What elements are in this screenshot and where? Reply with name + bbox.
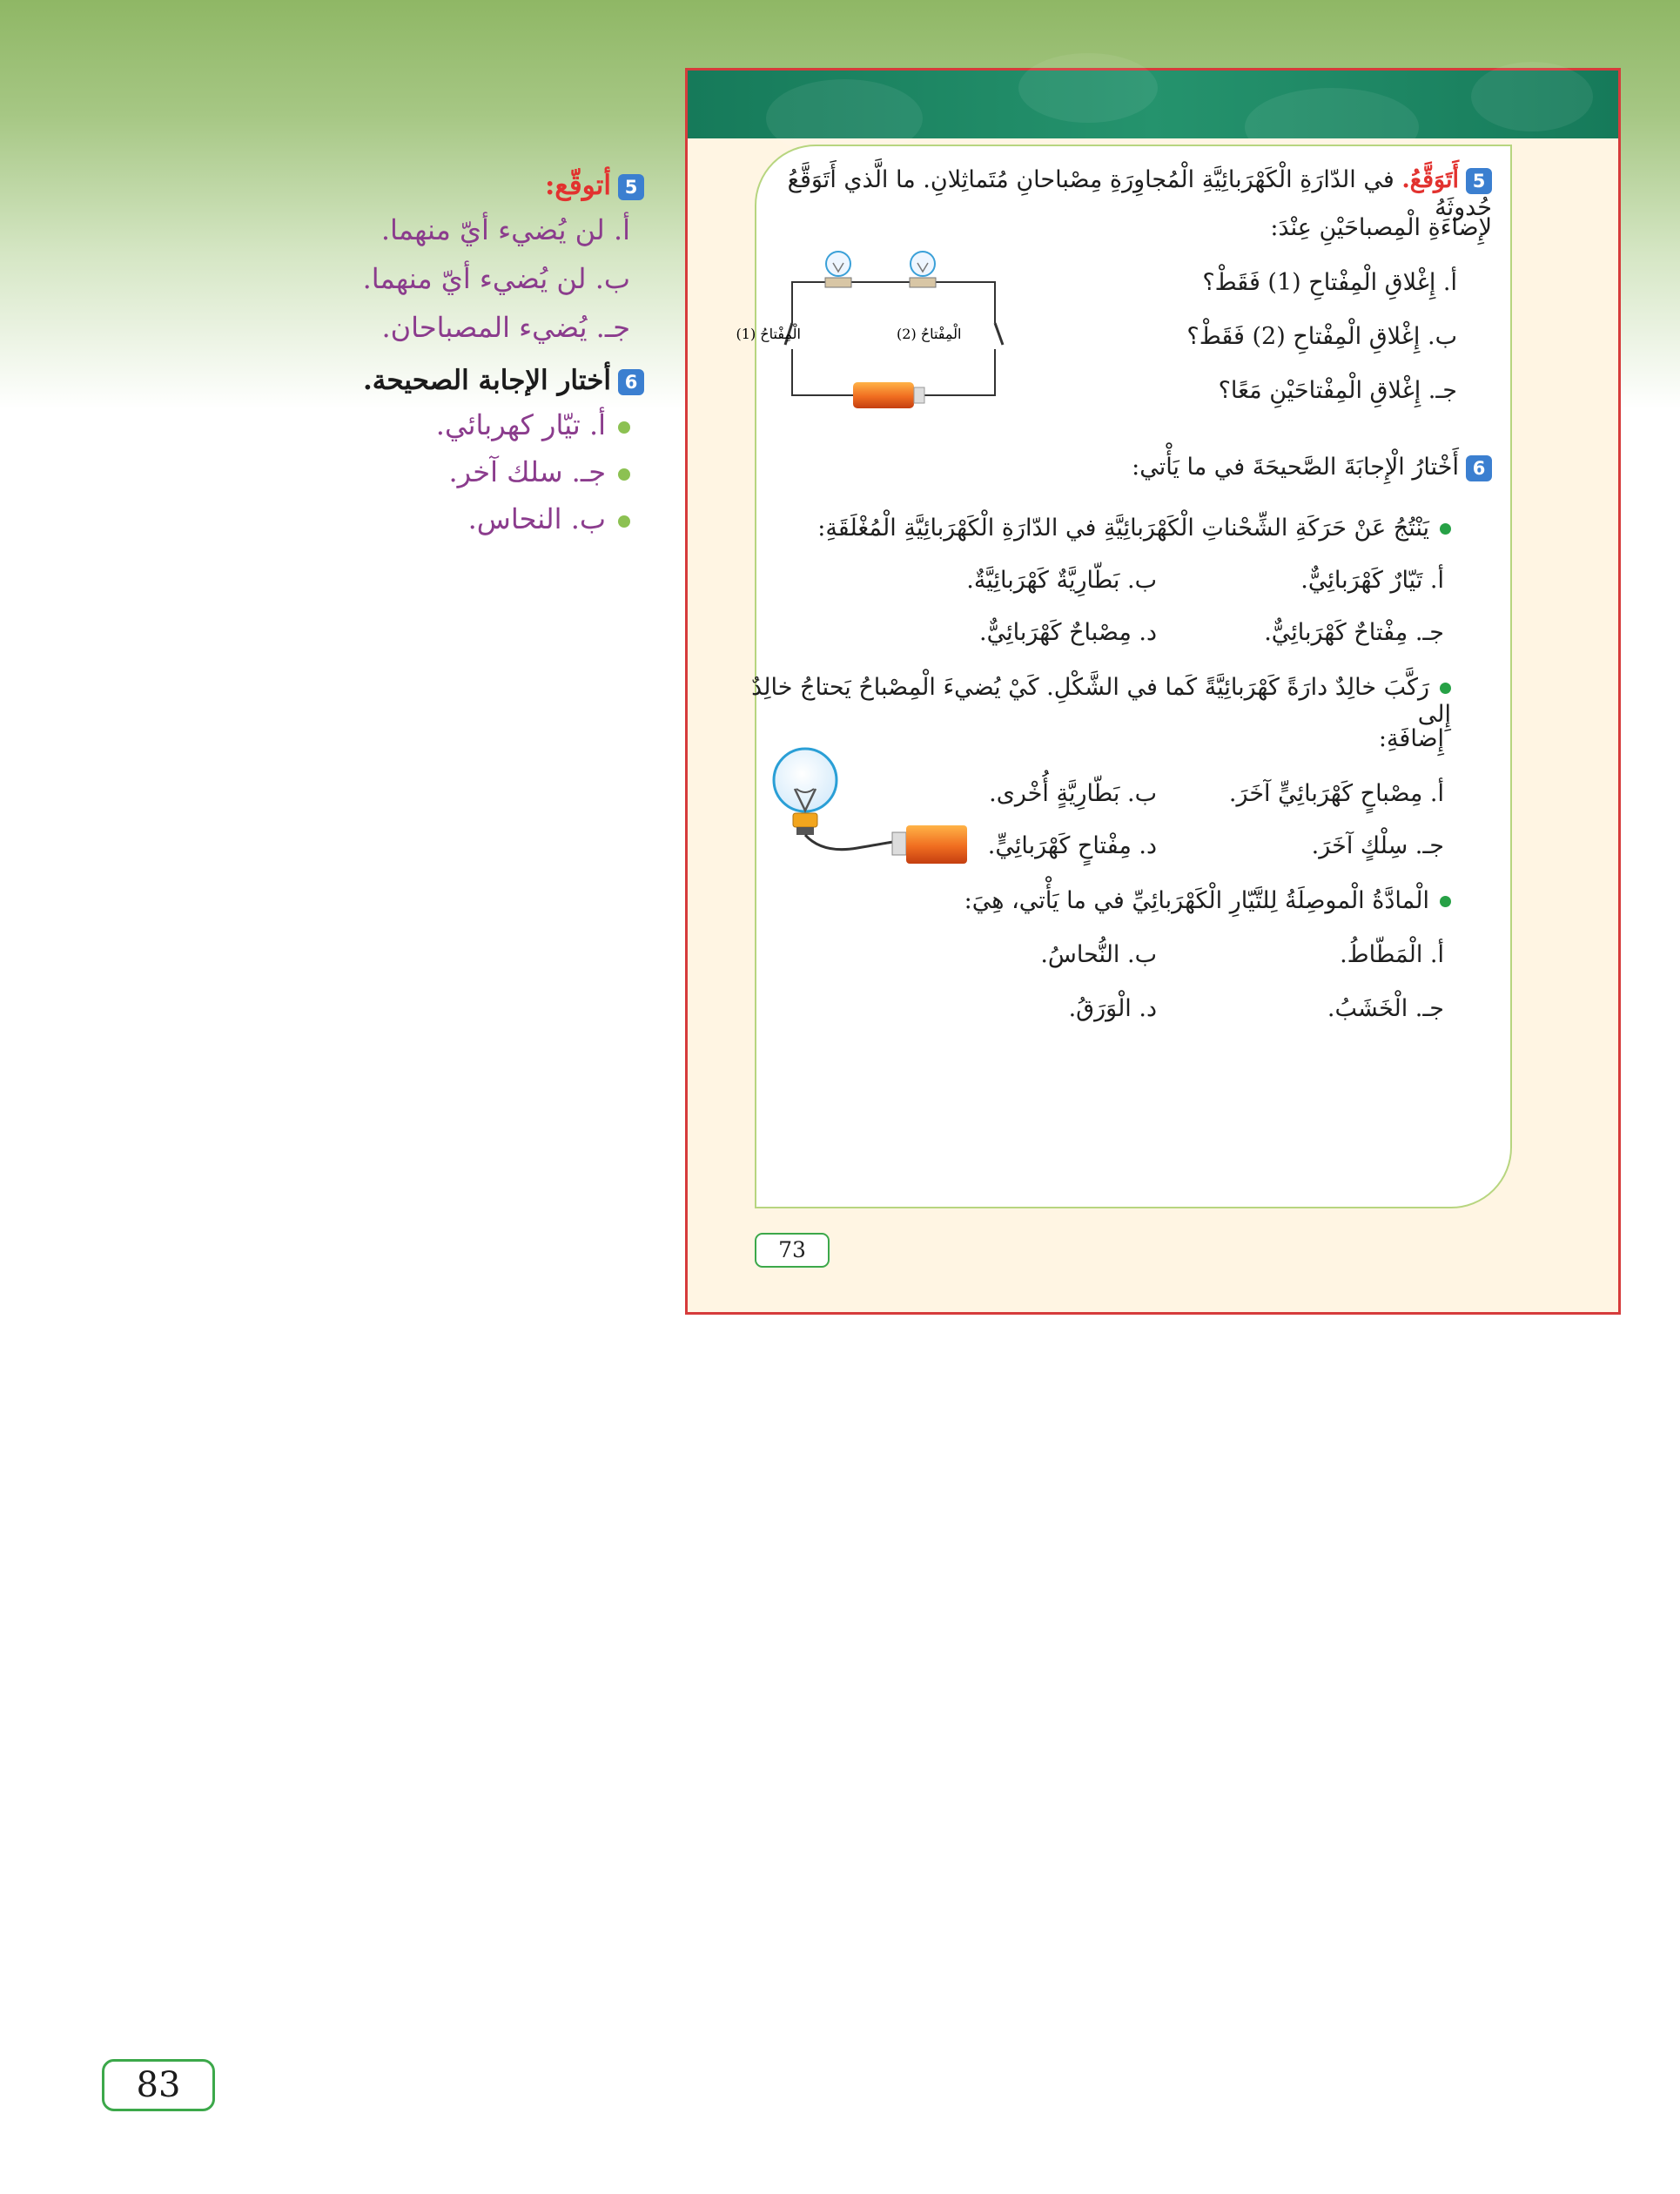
answer-q5-title: أتوقّع: bbox=[544, 170, 611, 201]
bullet-icon bbox=[618, 515, 630, 528]
q5-option-a: أ. إِغْلاقِ الْمِفْتاحِ (1) فَقَطْ؟ bbox=[1202, 269, 1457, 296]
q5-option-b: ب. إِغْلاقِ الْمِفْتاحِ (2) فَقَطْ؟ bbox=[1186, 323, 1457, 350]
switch-2-label: الْمِفْتاحُ (2) bbox=[897, 326, 962, 342]
bulb-battery-figure bbox=[770, 745, 979, 876]
answer-q6-line-2: جـ. سلك آخر. bbox=[331, 455, 644, 488]
bullet-icon bbox=[1440, 523, 1451, 535]
q5-line-1 bbox=[743, 166, 1492, 221]
circuit-diagram bbox=[736, 249, 1027, 419]
q6-title: أَخْتارُ الْإِجابَةَ الصَّحيحَةَ في ما يَأْتي: bbox=[1132, 454, 1459, 481]
question-number-badge: 5 bbox=[1466, 168, 1492, 194]
bullet-icon bbox=[618, 468, 630, 481]
page-number: 83 bbox=[102, 2059, 215, 2111]
answer-q6-line-3: ب. النحاس. bbox=[331, 502, 644, 535]
q6-heading bbox=[743, 454, 1492, 481]
q6-item-3-option-c: جـ. الْخَشَبُ. bbox=[1327, 995, 1444, 1022]
q6-item-1-option-c: جـ. مِفْتاحٌ كَهْرَبائِيٌّ. bbox=[1264, 619, 1444, 646]
q6-item-2-option-a: أ. مِصْباحٍ كَهْرَبائِيٍّ آخَرَ. bbox=[1228, 780, 1444, 807]
question-number-badge: 6 bbox=[1466, 455, 1492, 481]
q6-item-3-option-a: أ. الْمَطّاطُ. bbox=[1340, 941, 1444, 968]
bullet-icon bbox=[1440, 896, 1451, 907]
q6-item-1: يَنْتُجُ عَنْ حَرَكَةِ الشِّحْناتِ الْكَهْرَبائِيَّةِ في الدّارَةِ الْكَهْرَبائِيَّةِ الْمُغْلَقَةِ: bbox=[755, 515, 1451, 542]
answer-q5-heading bbox=[331, 170, 644, 201]
textbook-page bbox=[685, 68, 1621, 1315]
battery-icon bbox=[853, 382, 914, 408]
bullet-icon bbox=[618, 421, 630, 434]
q6-item-2-option-b: ب. بَطّارِيَّةٍ أُخْرى. bbox=[989, 780, 1157, 807]
q6-item-1-option-d: د. مِصْباحٌ كَهْرَبائِيٌّ. bbox=[979, 619, 1157, 646]
q5-keyword: أَتَوَقَّعُ. bbox=[1401, 166, 1459, 193]
answer-key bbox=[331, 170, 644, 549]
bulb-icon bbox=[774, 749, 837, 835]
question-number-badge: 6 bbox=[618, 369, 644, 395]
answer-q6-heading bbox=[331, 365, 644, 396]
q6-item-1-option-a: أ. تَيّارٌ كَهْرَبائِيٌّ. bbox=[1300, 567, 1444, 594]
bulb-icon bbox=[825, 252, 851, 287]
answer-q5-line-3: جـ. يُضيء المصباحان. bbox=[381, 311, 630, 344]
battery-icon bbox=[892, 825, 967, 864]
q6-item-2-line-2: إِضافَةِ: bbox=[1378, 725, 1444, 752]
q6-item-1-option-b: ب. بَطّارِيَّةٌ كَهْرَبائِيَّةٌ. bbox=[966, 567, 1157, 594]
q6-item-2-option-d: د. مِفْتاحٍ كَهْرَبائِيٍّ. bbox=[987, 832, 1157, 859]
q5-line-2: لإِضاءَةِ الْمِصباحَيْنِ عِنْدَ: bbox=[1270, 214, 1492, 241]
bulb-icon bbox=[910, 252, 936, 287]
answer-q6-title: أختار الإجابة الصحيحة. bbox=[362, 365, 611, 396]
q5-option-c: جـ. إِغْلاقِ الْمِفْتاحَيْنِ مَعًا؟ bbox=[1218, 377, 1457, 404]
wire bbox=[805, 835, 899, 850]
q6-item-3-option-d: د. الْوَرَقُ. bbox=[1068, 995, 1157, 1022]
q6-item-3: الْمادَّةُ الْموصِلَةُ لِلتَّيّارِ الْكَهْرَبائِيِّ في ما يَأْتي، هِيَ: bbox=[842, 887, 1451, 914]
q6-item-2-option-c: جـ. سِلْكٍ آخَرَ. bbox=[1311, 832, 1444, 859]
answer-q5-line-1: أ. لن يُضيء أيّ منهما. bbox=[380, 213, 630, 246]
page-header-band bbox=[688, 71, 1618, 138]
answer-q6-line-1: أ. تيّار كهربائي. bbox=[331, 408, 644, 441]
book-page-number: 73 bbox=[755, 1233, 830, 1268]
switch-1-label: الْمِفْتاحُ (1) bbox=[736, 326, 801, 342]
q5-text: في الدّارَةِ الْكَهْرَبائِيَّةِ الْمُجاوِرَةِ مِصْباحانِ مُتَماثِلانِ. ما الَّذي أَتَوَقَّعُ حُدوثَهُ bbox=[787, 166, 1492, 221]
bullet-icon bbox=[1440, 683, 1451, 694]
question-number-badge: 5 bbox=[618, 174, 644, 200]
q6-item-2-line-1: رَكَّبَ خالِدٌ دارَةً كَهْرَبائِيَّةً كَما في الشَّكْلِ. كَيْ يُضيءَ الْمِصْباحُ يَحتاجُ خالِدٌ إِلى bbox=[751, 674, 1451, 728]
q6-item-3-option-b: ب. النُّحاسُ. bbox=[1040, 941, 1157, 968]
answer-q5-line-2: ب. لن يُضيء أيّ منهما. bbox=[362, 262, 630, 295]
